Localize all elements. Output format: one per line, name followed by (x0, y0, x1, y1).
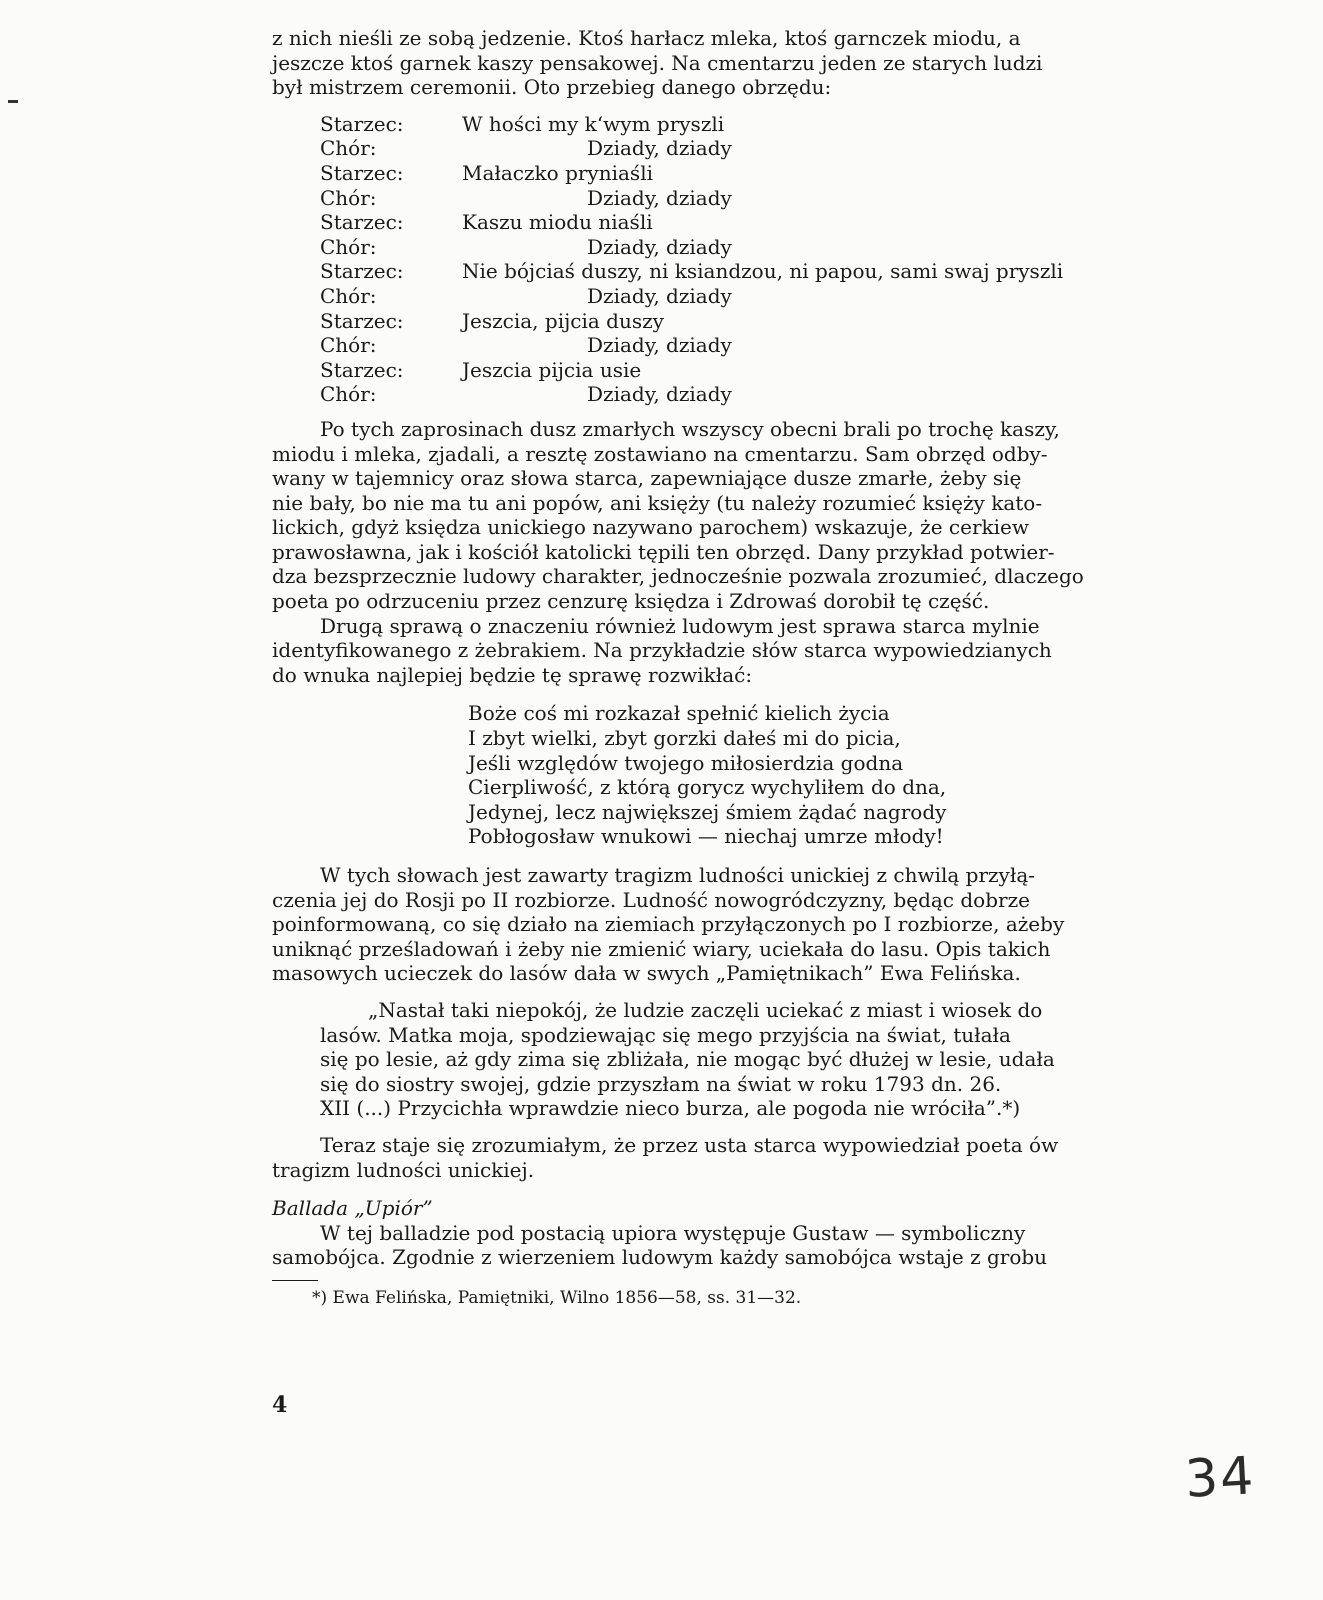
dialogue-line (320, 112, 1192, 137)
text-line: się do siostry swojej, gdzie przyszłam na świat w roku 1793 dn. 26. (320, 1071, 1002, 1096)
dialogue-line (320, 136, 1192, 161)
text-line: był mistrzem ceremonii. Oto przebieg danego obrzędu: (272, 75, 832, 100)
dialogue-line (320, 161, 1192, 186)
dialogue-line (320, 309, 1192, 334)
block-quote (320, 998, 1192, 1121)
text-line: miodu i mleka, zjadali, a resztę zostawiano na cmentarzu. Sam obrzęd odby- (272, 441, 1048, 466)
dialogue-line (320, 382, 1192, 407)
speaker: Starzec: (320, 160, 404, 185)
text-line: czenia jej do Rosji po II rozbiorze. Ludność nowogródczyzny, będąc dobrze (272, 887, 1030, 912)
line-text: Kaszu miodu niaśli (462, 210, 653, 235)
text-line: Teraz staje się zrozumiałym, że przez usta starca wypowiedział poeta ów (320, 1132, 1059, 1157)
text-line: W tej balladzie pod postacią upiora występuje Gustaw — symboliczny (320, 1220, 1026, 1245)
verse-line: Cierpliwość, z którą gorycz wychyliłem do dna, (468, 775, 947, 800)
text-line: z nich nieśli ze sobą jedzenie. Ktoś harłacz mleka, ktoś garnczek miodu, a (272, 26, 1021, 50)
footnote-rule (272, 1280, 318, 1281)
line-text: Dziady, dziady (587, 234, 732, 259)
speaker: Chór: (320, 136, 377, 161)
line-text: Dziady, dziady (587, 185, 732, 210)
section-title: Ballada „Upiór” (272, 1196, 433, 1221)
line-text: Nie bójciaś duszy, ni ksiandzou, ni papou, sami swaj pryszli (462, 259, 1064, 284)
text-line: „Nastał taki niepokój, że ludzie zaczęli uciekać z miast i wiosek do (368, 997, 1043, 1022)
line-text: Dziady, dziady (587, 136, 732, 161)
line-text: Jeszcia, pijcia duszy (462, 308, 664, 333)
text-line: prawosławna, jak i kościół katolicki tępili ten obrzęd. Dany przykład potwier- (272, 539, 1055, 564)
paragraph-tragizm (272, 863, 1192, 986)
opening-paragraph (272, 26, 1192, 100)
verse-line: Pobłogosław wnukowi — niechaj umrze młody! (468, 824, 944, 849)
text-line: do wnuka najlepiej będzie tę sprawę rozwikłać: (272, 662, 753, 687)
speaker: Starzec: (320, 308, 404, 333)
text-line: nie bały, bo nie ma tu ani popów, ani księży (tu należy rozumieć księży kato- (272, 490, 1043, 515)
text-line: dza bezsprzecznie ludowy charakter, jednocześnie pozwala zrozumieć, dlaczego (272, 564, 1084, 589)
speaker: Chór: (320, 382, 377, 407)
text-line: wany w tajemnicy oraz słowa starca, zapewniające dusze zmarłe, żeby się (272, 466, 1022, 491)
speaker: Chór: (320, 283, 377, 308)
text-line: XII (...) Przycichła wprawdzie nieco burza, ale pogoda nie wróciła”.*) (320, 1096, 1021, 1121)
text-line: lickich, gdyż księdza unickiego nazywano parochem) wskazuje, że cerkiew (272, 515, 1029, 540)
text-line: uniknąć prześladowań i żeby nie zmienić wiary, uciekała do lasu. Opis takich (272, 936, 1051, 961)
text-line: lasów. Matka moja, spodziewając się mego przyjścia na świat, tułała (320, 1022, 1011, 1047)
poem-verse (468, 701, 1192, 849)
verse-line: Boże coś mi rozkazał spełnić kielich życia (468, 701, 890, 726)
speaker: Starzec: (320, 210, 404, 235)
text-line: jeszcze ktoś garnek kaszy pensakowej. Na cmentarzu jeden ze starych ludzi (272, 50, 1043, 75)
text-line: poinformowaną, co się działo na ziemiach przyłączonych po I rozbiorze, ażeby (272, 912, 1065, 937)
line-text: Małaczko pryniaśli (462, 160, 653, 185)
dialogue-line (320, 186, 1192, 211)
handwritten-page-number: 34 (1183, 1446, 1257, 1510)
text-line: Drugą sprawą o znaczeniu również ludowym jest sprawa starca mylnie (320, 613, 1040, 638)
dialogue-line (320, 235, 1192, 260)
speaker: Starzec: (320, 259, 404, 284)
verse-line: I zbyt wielki, zbyt gorzki dałeś mi do picia, (468, 726, 901, 751)
document-page (272, 26, 1192, 1309)
line-text: Dziady, dziady (587, 283, 732, 308)
speaker: Starzec: (320, 357, 404, 382)
paragraph-teraz (272, 1133, 1192, 1182)
text-line: Po tych zaprosinach dusz zmarłych wszyscy obecni brali po trochę kaszy, (320, 416, 1060, 441)
dialogue-line (320, 333, 1192, 358)
verse-line: Jeśli względów twojego miłosierdzia godna (468, 750, 904, 775)
line-text: Dziady, dziady (587, 382, 732, 407)
text-line: poeta po odrzuceniu przez cenzurę księdza i Zdrowaś dorobił tę część. (272, 589, 990, 614)
line-text: Jeszcia pijcia usie (462, 357, 642, 382)
dialogue-line (320, 284, 1192, 309)
text-line: identyfikowanego z żebrakiem. Na przykładzie słów starca wypowiedzianych (272, 638, 1052, 663)
speaker: Chór: (320, 333, 377, 358)
text-line: się po lesie, aż gdy zima się zbliżała, nie mogąc być dłużej w lesie, udała (320, 1047, 1055, 1072)
scan-edge-mark (8, 100, 18, 103)
verse-line: Jedynej, lecz największej śmiem żądać nagrody (468, 799, 947, 824)
dialogue-line (320, 259, 1192, 284)
paragraph-starzec (272, 614, 1192, 688)
speaker: Chór: (320, 185, 377, 210)
line-text: Dziady, dziady (587, 333, 732, 358)
paragraph-zaprosiny (272, 417, 1192, 614)
text-line: masowych ucieczek do lasów dała w swych „Pamiętnikach” Ewa Felińska. (272, 961, 1021, 986)
footnote: *) Ewa Felińska, Pamiętniki, Wilno 1856—58, ss. 31—32. (312, 1287, 802, 1308)
line-text: W hości my k‘wym pryszli (462, 111, 725, 136)
text-line: tragizm ludności unickiej. (272, 1157, 535, 1182)
dialogue-line (320, 358, 1192, 383)
page-number: 4 (272, 1392, 288, 1418)
text-line: W tych słowach jest zawarty tragizm ludności unickiej z chwilą przyłą- (320, 863, 1036, 887)
dialogue-line (320, 210, 1192, 235)
paragraph-upior (272, 1221, 1192, 1270)
text-line: samobójca. Zgodnie z wierzeniem ludowym każdy samobójca wstaje z grobu (272, 1245, 1048, 1270)
speaker: Chór: (320, 234, 377, 259)
speaker: Starzec: (320, 111, 404, 136)
ritual-dialogue (320, 112, 1192, 407)
